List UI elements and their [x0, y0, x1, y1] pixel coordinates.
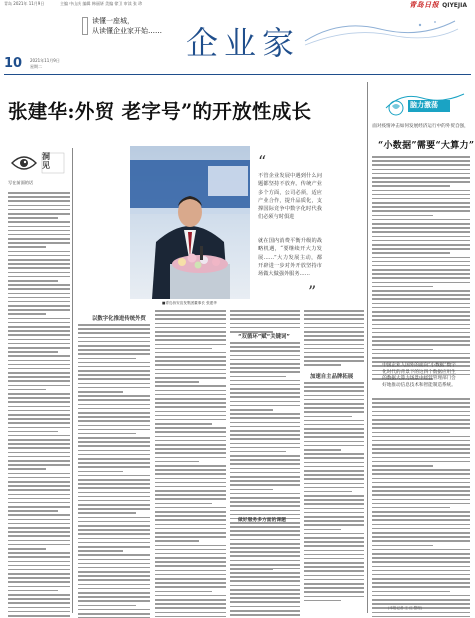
header-rule [4, 74, 471, 75]
article-text-column [304, 310, 364, 369]
section-decoration-icon [300, 15, 460, 47]
article-text-column [304, 382, 364, 604]
sidebar-subtitle: 面对疫情冲击如何发展经济运行中的外贸自强， [372, 124, 469, 129]
brainstorm-banner-label: 脑力激荡 [410, 101, 438, 109]
article-text-column [78, 324, 150, 618]
article-text-column [230, 526, 300, 610]
column-logo-text: 洞见 [42, 151, 50, 170]
masthead [409, 0, 467, 10]
top-bar [0, 0, 475, 10]
sidebar-text [372, 398, 470, 618]
masthead-en: QIYEJIA [442, 2, 467, 9]
eye-icon [10, 149, 70, 177]
promo-line-1: 读懂一座城， [92, 17, 134, 25]
subheading-dual-circulation: “双循环”赋“关键词” [238, 334, 290, 340]
pull-quote-2: 就在国内消费平衡升级的战略机遇，“要继续开大力发展……”大力发展主动，都开辟进一步对外开放坚持市场做大做强外服务…… [258, 238, 322, 278]
subheading-own-brand: 加速自主品牌拓展 [310, 374, 354, 380]
section-promo [82, 13, 202, 43]
subheading-digital-trade: 以数字化推进传统外贸 [92, 316, 146, 322]
masthead-title: 青岛日报 [409, 1, 440, 9]
promo-line-2: 从读懂企业家开始…… [92, 27, 162, 35]
page-meta [30, 58, 60, 69]
editor-credits: 主编 中山庆 编辑 韩丽妍 美编 徐卫 审读 张 珍 [60, 1, 143, 6]
left-column-text [8, 192, 70, 618]
article-text-column [155, 310, 226, 618]
promo-bracket-icon [82, 17, 88, 35]
column-subtitle: 写在前面的话 [8, 180, 34, 185]
article-headline: 张建华:外贸 老字号”的开放性成长 [8, 100, 312, 123]
page-date: 2021年11月9日 [30, 58, 60, 63]
quote-open-icon: “ [258, 152, 267, 171]
sidebar-text [372, 156, 470, 382]
portrait-photo [130, 146, 250, 299]
photo-caption: ■青岛侨安宣发集团董事长 张建华 [162, 301, 217, 305]
sidebar-highlight-quote: 中国企业人国外的面向“小数据”数字化时代的背景下的这四个数据应用生的数据大算力场景中经营管理部门会好地推动信息技术和智能制造系统。 [382, 363, 456, 388]
sidebar-footer-credit: (本报记者 王 红 整理) [388, 606, 423, 610]
page-weekday: 星期二 [30, 63, 42, 69]
page-number: 10 [4, 56, 23, 71]
column-divider [72, 148, 73, 613]
column-divider [367, 82, 368, 613]
pull-quote-1: 不管企业发展中遇到什么问题都坚持不放弃。传统产业多个方面，公司必须，适应产业合作，提升品质化，支撑国际竞争中数字化时代我们必须与时俱进 [258, 173, 322, 221]
edition-info: 青岛 2021年 11月9日 [4, 1, 45, 6]
quote-close-icon: ” [308, 282, 317, 301]
subheading-service: 做好服务多方面的课题 [238, 518, 286, 523]
sidebar-title: “小数据”需要“大算力” [378, 141, 475, 151]
section-title: 企业家 [186, 24, 301, 62]
